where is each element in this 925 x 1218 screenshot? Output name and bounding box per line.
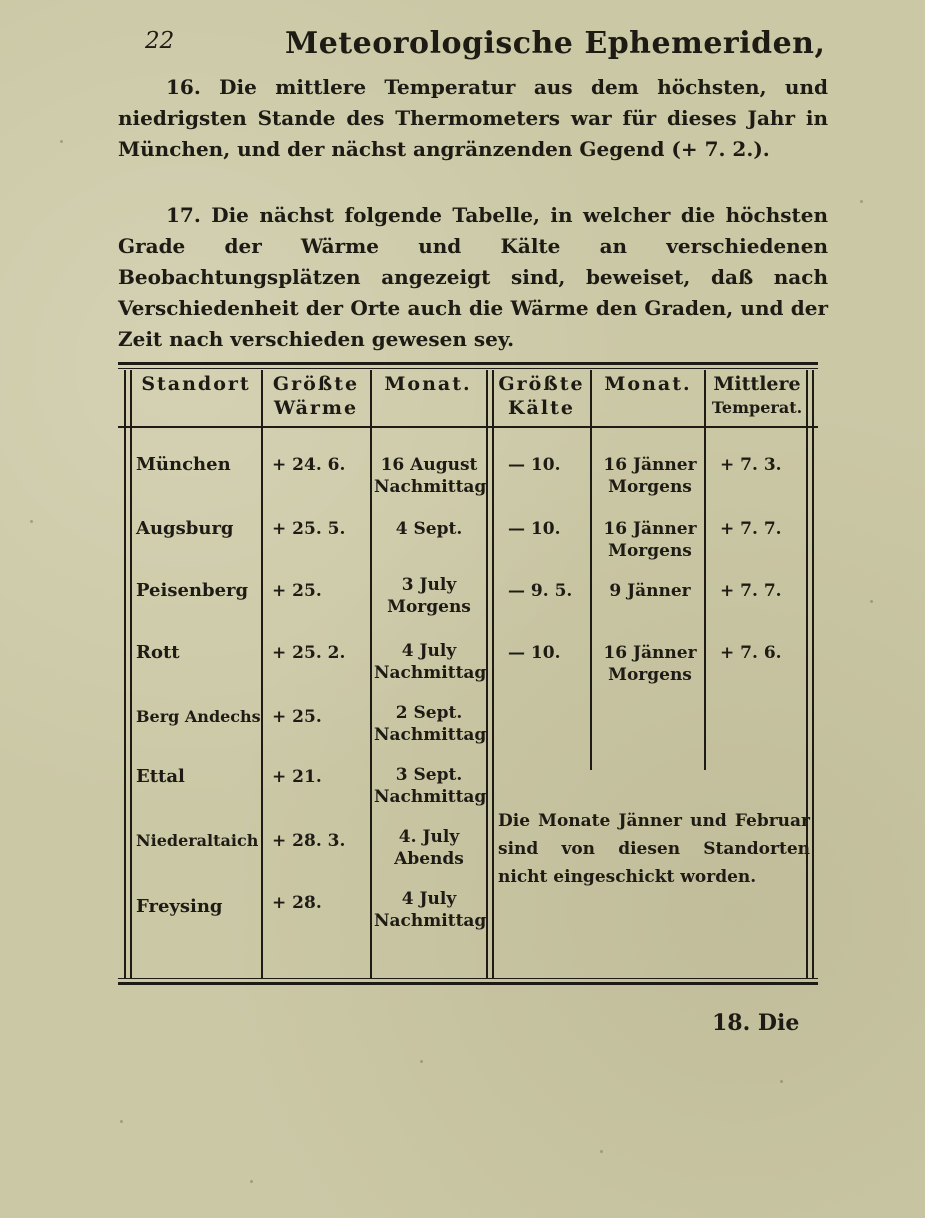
cell-max-cold: — 10. [508,643,561,663]
cell-max-warmth: + 28. 3. [272,831,346,851]
cell-max-warmth: + 21. [272,767,322,787]
cell-location: Rott [136,642,180,663]
cell-max-cold: — 9. 5. [508,581,573,601]
cell-cold-time: Morgens [608,477,692,497]
page-number: 22 [145,28,175,54]
cell-max-warmth: + 24. 6. [272,455,346,475]
cell-warm-month: 2 Sept. [395,703,463,723]
cell-max-warmth: + 25. 5. [272,519,346,539]
paragraph-16: 16. Die mittlere Temperatur aus dem höchsten, und niedrigsten Stande des Thermometers war für dieses Jahr in München, und der nächst angränzenden Gegend (+ 7. 2.). [118,75,828,161]
cell-warm-time: Nachmittag [374,725,487,745]
column-divider [590,370,592,770]
cell-max-cold: — 10. [508,455,561,475]
temperature-table [118,362,818,992]
column-divider [130,370,132,978]
cell-warm-month: 4 July [401,889,457,909]
cell-warm-month: 3 Sept. [395,765,463,785]
paragraph-17: 17. Die nächst folgende Tabelle, in welcher die höchsten Grade der Wärme und Kälte an verschiedenen Beobachtungsplätzen angezeigt sind, beweiset, daß nach Verschiedenheit der Orte auch die Wärme den Graden, und der Zeit nach verschieden gewesen sey. [118,203,828,351]
cell-warm-month: 16 August [380,455,478,475]
column-divider [486,370,488,978]
cell-warm-month: 4 July [401,641,457,661]
header-month-b: Monat. [604,373,692,395]
header-rule [118,426,818,428]
catchword: 18. Die [712,1010,800,1036]
cell-warm-month: 3 July [401,575,457,595]
table-note: Die Monate Jänner und Februar sind von diesen Standorten nicht eingeschickt worden. [498,811,810,887]
header-cold-2: Kälte [508,397,575,419]
cell-warm-time: Nachmittag [374,477,487,497]
cell-max-warmth: + 25. [272,707,322,727]
cell-max-warmth: + 25. [272,581,322,601]
cell-mean-temp: + 7. 6. [720,643,782,663]
bottom-rule-thin [118,978,818,979]
cell-warm-time: Nachmittag [374,787,487,807]
header-warmth-1: Größte [272,373,360,395]
cell-max-warmth: + 25. 2. [272,643,346,663]
header-mean-2: Temperat. [711,398,803,417]
cell-cold-time: Morgens [608,665,692,685]
header-mean-1: Mittlere [713,373,801,395]
cell-location: Niederaltaich [136,831,259,850]
cell-cold-month: 9 Jänner [609,581,691,601]
column-divider [124,370,126,978]
cell-location: Berg Andechs [136,707,261,726]
cell-location: Augsburg [136,518,234,539]
running-title: Meteorologische Ephemeriden, [285,26,826,61]
top-rule-thin [118,368,818,369]
cell-cold-month: 16 Jänner [603,455,697,475]
column-divider [261,370,263,978]
bottom-rule [118,982,818,985]
page-header [0,26,925,66]
header-cold-1: Größte [498,373,585,395]
header-warmth-2: Wärme [273,397,359,419]
cell-cold-month: 16 Jänner [603,519,697,539]
cell-mean-temp: + 7. 3. [720,455,782,475]
cell-warm-month: 4 Sept. [395,519,463,539]
top-rule [118,362,818,365]
cell-location: Freysing [136,896,223,917]
cell-warm-time: Abends [394,849,464,869]
cell-mean-temp: + 7. 7. [720,581,782,601]
cell-mean-temp: + 7. 7. [720,519,782,539]
cell-location: Ettal [136,766,185,787]
cell-warm-month: 4. July [398,827,460,847]
cell-warm-time: Nachmittag [374,663,487,683]
cell-max-cold: — 10. [508,519,561,539]
cell-location: Peisenberg [136,580,249,601]
cell-warm-time: Morgens [387,597,471,617]
cell-cold-time: Morgens [608,541,692,561]
cell-warm-time: Nachmittag [374,911,487,931]
cell-location: München [136,454,231,475]
header-location: Standort [141,373,251,395]
cell-cold-month: 16 Jänner [603,643,697,663]
header-month-a: Monat. [384,373,472,395]
cell-max-warmth: + 28. [272,893,322,913]
column-divider [704,370,706,770]
